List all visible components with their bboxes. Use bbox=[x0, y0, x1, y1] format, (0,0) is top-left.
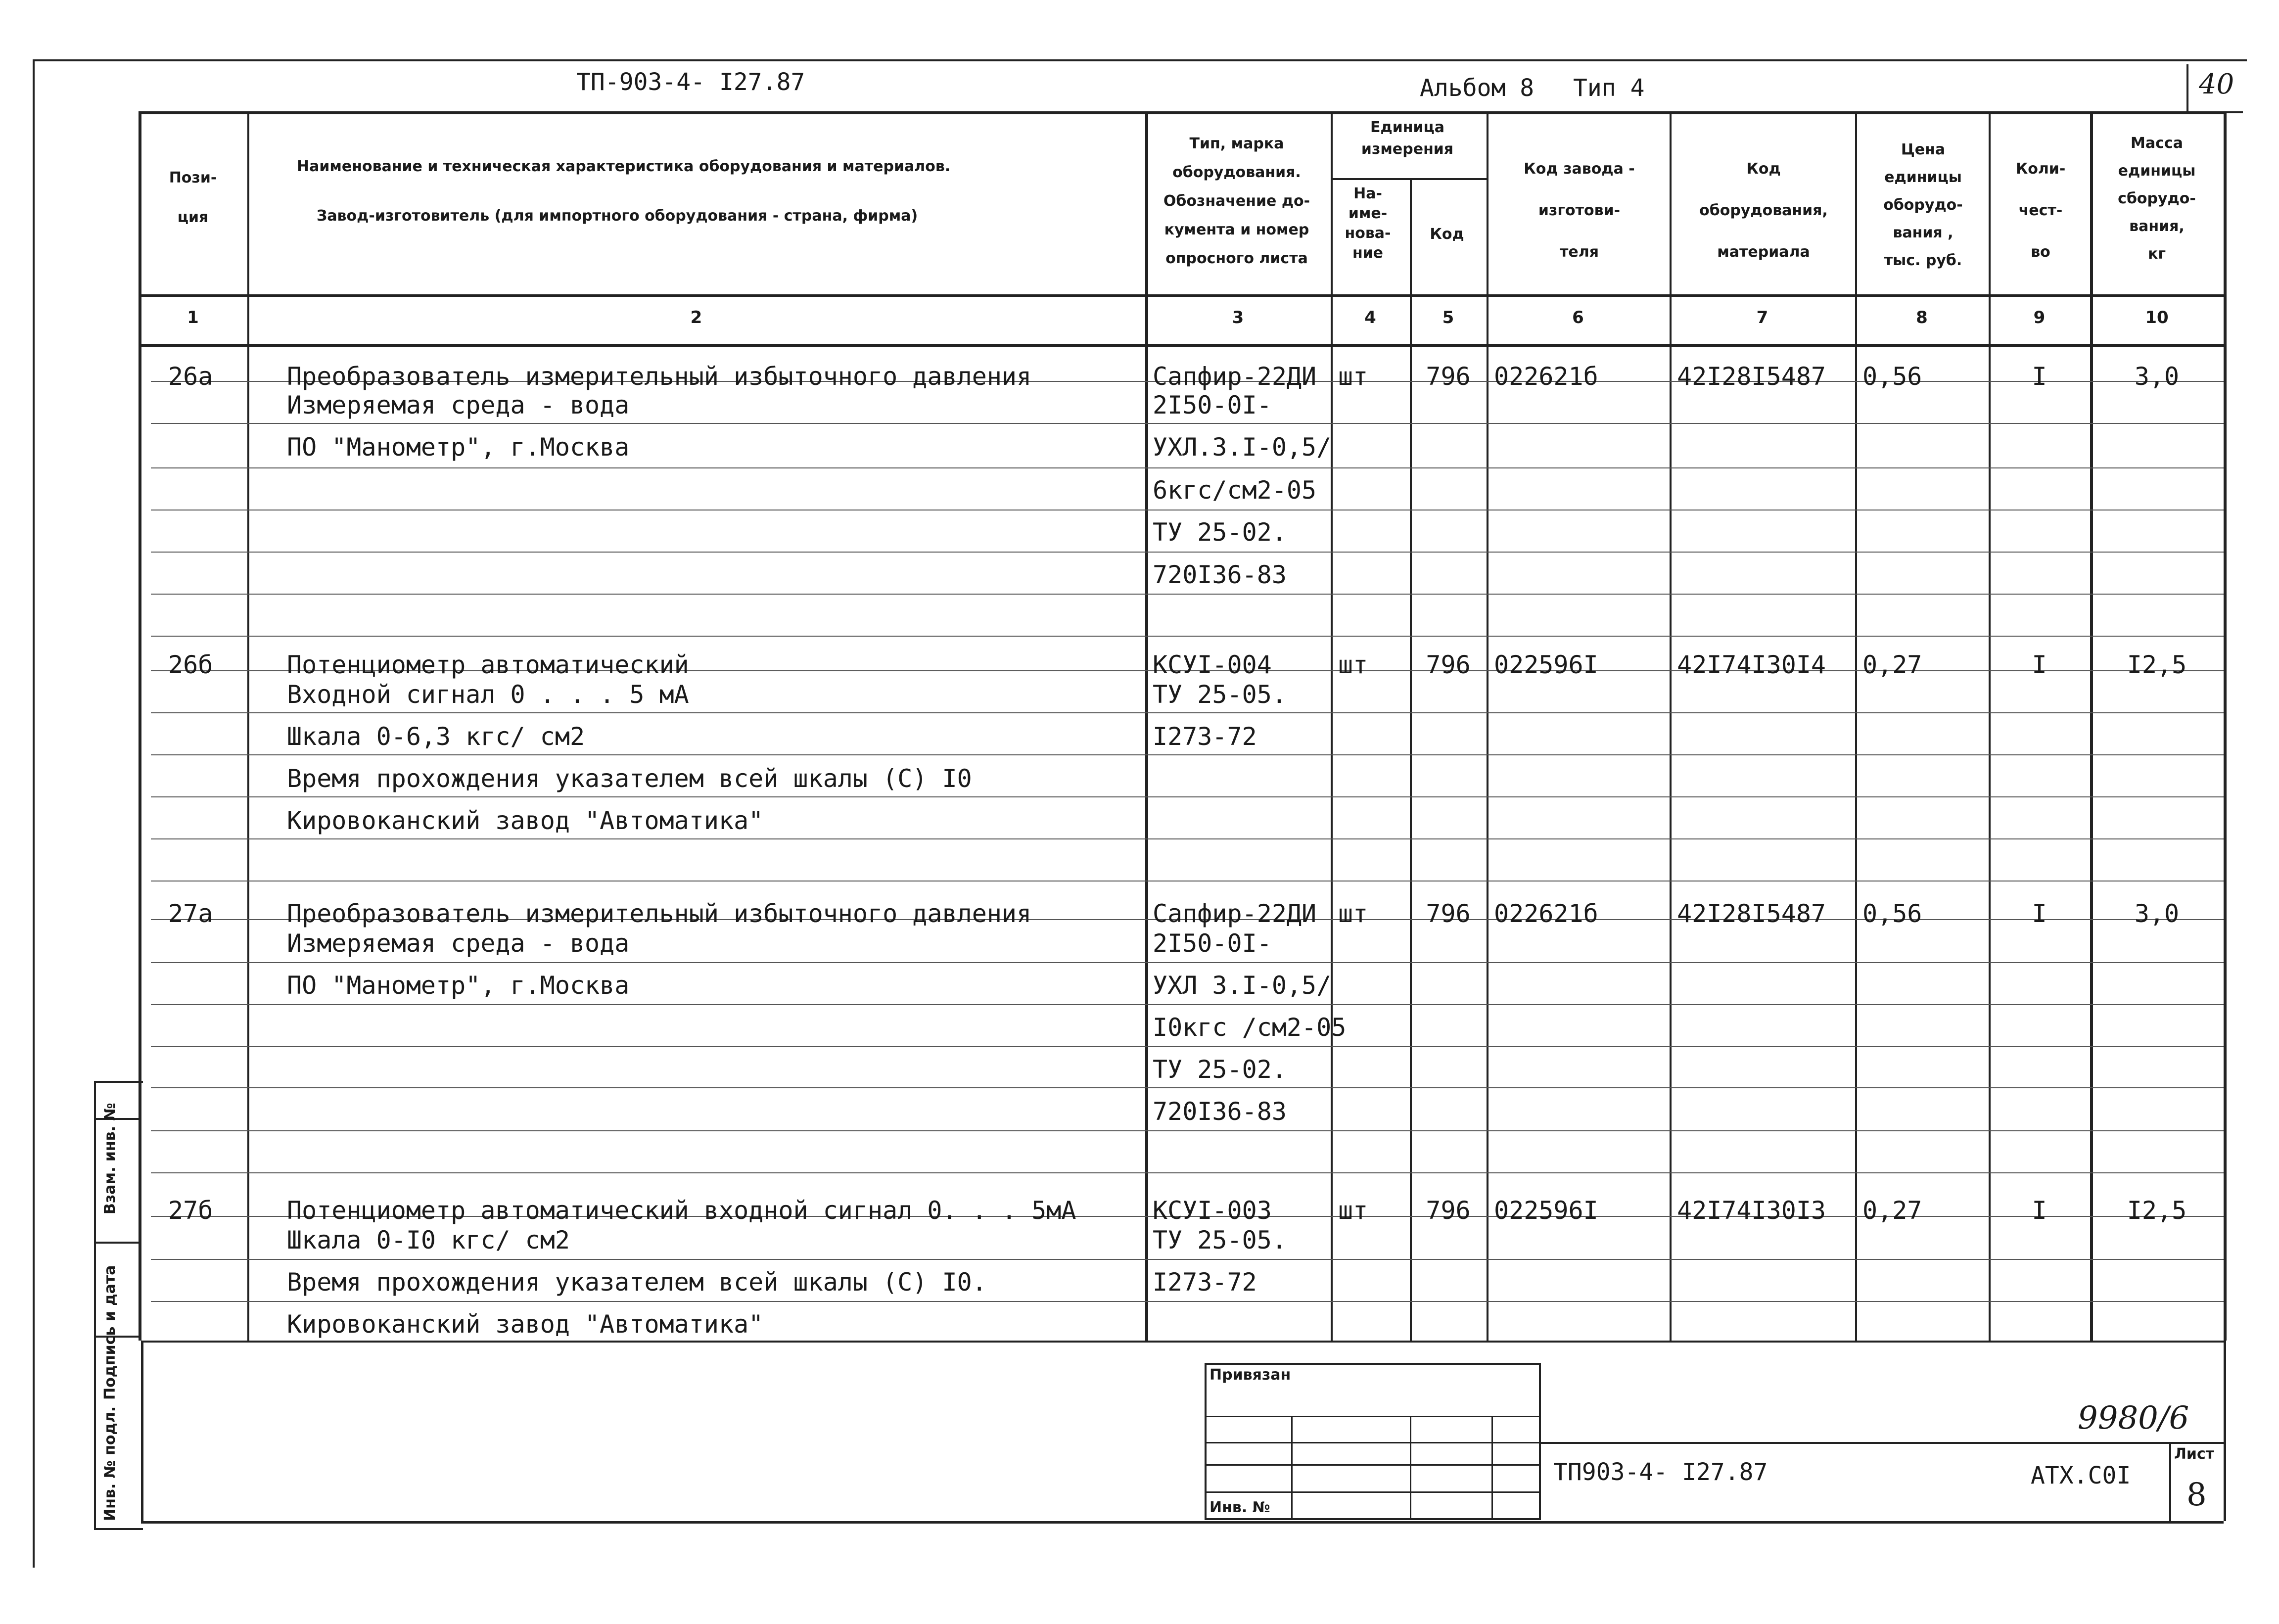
col-name-header-line2: Завод-изготовитель (для импортного оборудования - страна, фирма) bbox=[317, 207, 918, 225]
unit-split-line bbox=[1331, 178, 1487, 180]
row-0-pos: 26а bbox=[168, 362, 213, 391]
col-maker-header: Код завода - изготови- теля bbox=[1524, 160, 1635, 261]
frame-bottom-line bbox=[141, 1521, 2224, 1524]
row-line-22 bbox=[151, 1301, 2224, 1302]
linked-stamp-box bbox=[1205, 1363, 1541, 1520]
row-9-name: Время прохождения указателем всей шкалы (С) I0 bbox=[287, 764, 972, 793]
row-line-4 bbox=[151, 552, 2224, 553]
col-line-4 bbox=[1410, 178, 1412, 1341]
col-mass-header: Масса единицы сборудо- вания, кг bbox=[2118, 135, 2196, 263]
row-11-unit: шт bbox=[1338, 899, 1368, 928]
row-17-equip: 42I74I30I3 bbox=[1677, 1196, 1826, 1225]
row-8-name: Шкала 0-6,3 кгс/ см2 bbox=[287, 722, 585, 751]
table-bottom-line bbox=[141, 1341, 2224, 1343]
row-2-mark: УХЛ.3.I-0,5/ bbox=[1153, 433, 1332, 462]
row-18-mark: ТУ 25-05. bbox=[1153, 1226, 1287, 1254]
sheet-number: 8 bbox=[2186, 1477, 2207, 1513]
col-qty-header: Коли- чест- во bbox=[2015, 160, 2066, 261]
row-0-mark: Сапфир-22ДИ bbox=[1153, 362, 1317, 391]
row-line-1 bbox=[151, 423, 2224, 424]
colnum-bottom-line bbox=[139, 344, 2224, 347]
row-14-mark: I0кгс /см2-05 bbox=[1153, 1013, 1347, 1042]
row-17-unit: шт bbox=[1338, 1196, 1368, 1225]
col-name-header-line1: Наименование и техническая характеристика оборудования и материалов. bbox=[297, 158, 951, 175]
row-20-name: Кировоканский завод "Автоматика" bbox=[287, 1310, 764, 1339]
row-line-6 bbox=[151, 636, 2224, 637]
row-6-qty: I bbox=[2032, 650, 2047, 679]
row-6-name: Потенциометр автоматический bbox=[287, 650, 689, 679]
side-stamp-inv-orig: Инв. № подл. bbox=[101, 1406, 119, 1521]
col-unit-group-header: Единица измерения bbox=[1361, 119, 1454, 158]
inv-label: Инв. № bbox=[1209, 1499, 1270, 1516]
row-line-8 bbox=[151, 712, 2224, 713]
col-unit-code-header: Код bbox=[1430, 226, 1464, 243]
row-line-15 bbox=[151, 1004, 2224, 1005]
row-17-maker: 022596I bbox=[1494, 1196, 1598, 1225]
table-top-line bbox=[139, 111, 2224, 114]
row-1-name: Измеряемая среда - вода bbox=[287, 391, 630, 419]
column-number-5: 5 bbox=[1442, 308, 1454, 327]
col-line-9 bbox=[2090, 111, 2093, 1341]
side-stamp-signature-date: Подпись и дата bbox=[101, 1265, 119, 1400]
row-line-17 bbox=[151, 1087, 2224, 1088]
column-number-3: 3 bbox=[1232, 308, 1244, 327]
row-13-mark: УХЛ 3.I-0,5/ bbox=[1153, 971, 1332, 1000]
row-11-qty: I bbox=[2032, 899, 2047, 928]
title-sheet-code: АТХ.С0I bbox=[2031, 1462, 2131, 1489]
col-line-10 bbox=[2224, 111, 2227, 1341]
column-number-6: 6 bbox=[1572, 308, 1584, 327]
column-number-4: 4 bbox=[1364, 308, 1376, 327]
row-11-name: Преобразователь измерительный избыточного давления bbox=[287, 899, 1032, 928]
row-11-price: 0,56 bbox=[1862, 899, 1922, 928]
row-0-code: 796 bbox=[1426, 362, 1471, 391]
row-17-pos: 27б bbox=[168, 1196, 213, 1225]
row-6-code: 796 bbox=[1426, 650, 1471, 679]
row-line-12 bbox=[151, 881, 2224, 882]
row-12-name: Измеряемая среда - вода bbox=[287, 929, 630, 958]
row-18-name: Шкала 0-I0 кгс/ см2 bbox=[287, 1226, 570, 1254]
column-number-8: 8 bbox=[1916, 308, 1928, 327]
row-17-name: Потенциометр автоматический входной сигнал 0. . . 5мА bbox=[287, 1196, 1076, 1225]
row-line-9 bbox=[151, 754, 2224, 755]
row-2-name: ПО "Манометр", г.Москва bbox=[287, 433, 630, 462]
row-0-equip: 42I28I5487 bbox=[1677, 362, 1826, 391]
row-17-mark: КСУI-003 bbox=[1153, 1196, 1272, 1225]
row-16-mark: 720I36-83 bbox=[1153, 1097, 1287, 1126]
row-8-mark: I273-72 bbox=[1153, 722, 1257, 751]
row-line-19 bbox=[151, 1172, 2224, 1173]
row-11-equip: 42I28I5487 bbox=[1677, 899, 1826, 928]
row-13-name: ПО "Манометр", г.Москва bbox=[287, 971, 630, 1000]
row-6-unit: шт bbox=[1338, 650, 1368, 679]
row-1-mark: 2I50-0I- bbox=[1153, 391, 1272, 419]
row-6-mark: КСУI-004 bbox=[1153, 650, 1272, 679]
row-10-name: Кировоканский завод "Автоматика" bbox=[287, 806, 764, 835]
row-7-mark: ТУ 25-05. bbox=[1153, 680, 1287, 709]
col-line-8 bbox=[1989, 111, 1991, 1341]
col-pos-header: Пози- ция bbox=[169, 169, 217, 226]
handwritten-archive-no: 9980/6 bbox=[2078, 1400, 2189, 1437]
row-0-name: Преобразователь измерительный избыточного давления bbox=[287, 362, 1032, 391]
row-11-code: 796 bbox=[1426, 899, 1471, 928]
row-11-pos: 27а bbox=[168, 899, 213, 928]
column-number-2: 2 bbox=[690, 308, 702, 327]
col-line-2 bbox=[1145, 111, 1148, 1341]
row-17-mass: I2,5 bbox=[2127, 1196, 2187, 1225]
col-line-7 bbox=[1855, 111, 1857, 1341]
row-17-qty: I bbox=[2032, 1196, 2047, 1225]
header-bottom-line bbox=[139, 294, 2224, 297]
row-3-mark: 6кгс/см2-05 bbox=[1153, 476, 1317, 505]
row-11-maker: 022621б bbox=[1494, 899, 1598, 928]
row-line-21 bbox=[151, 1259, 2224, 1260]
row-6-price: 0,27 bbox=[1862, 650, 1922, 679]
row-line-16 bbox=[151, 1046, 2224, 1047]
column-number-10: 10 bbox=[2145, 308, 2169, 327]
row-6-maker: 022596I bbox=[1494, 650, 1598, 679]
type-label: Тип 4 bbox=[1573, 74, 1645, 102]
row-line-2 bbox=[151, 467, 2224, 468]
sheet-label: Лист bbox=[2174, 1445, 2215, 1463]
row-6-equip: 42I74I30I4 bbox=[1677, 650, 1826, 679]
row-5-mark: 720I36-83 bbox=[1153, 560, 1287, 589]
row-line-14 bbox=[151, 962, 2224, 963]
row-line-10 bbox=[151, 796, 2224, 797]
row-4-mark: ТУ 25-02. bbox=[1153, 518, 1287, 547]
col-line-1 bbox=[247, 111, 249, 1341]
row-19-name: Время прохождения указателем всей шкалы (С) I0. bbox=[287, 1268, 987, 1297]
col-price-header: Цена единицы оборудо- вания , тыс. руб. bbox=[1883, 141, 1963, 269]
side-stamp-replace-inv: Взам. инв. № bbox=[101, 1103, 119, 1214]
row-0-price: 0,56 bbox=[1862, 362, 1922, 391]
row-line-11 bbox=[151, 838, 2224, 839]
col-unit-name-header: На- име- нова- ние bbox=[1345, 185, 1391, 262]
doc-code-header: ТП-903-4- I27.87 bbox=[576, 68, 805, 96]
album-label: Альбом 8 bbox=[1420, 74, 1535, 102]
page-number-handwritten: 40 bbox=[2199, 68, 2234, 100]
row-0-unit: шт bbox=[1338, 362, 1368, 391]
linked-label: Привязан bbox=[1209, 1366, 1291, 1384]
row-11-mark: Сапфир-22ДИ bbox=[1153, 899, 1317, 928]
row-0-qty: I bbox=[2032, 362, 2047, 391]
col-line-5 bbox=[1487, 111, 1488, 1341]
column-number-9: 9 bbox=[2033, 308, 2046, 327]
title-doc-code: ТП903-4- I27.87 bbox=[1553, 1458, 1768, 1486]
row-17-code: 796 bbox=[1426, 1196, 1471, 1225]
col-mark-header: Тип, марка оборудования. Обозначение до- кумента и номер опросного листа bbox=[1163, 135, 1310, 267]
row-0-mass: 3,0 bbox=[2134, 362, 2180, 391]
row-line-5 bbox=[151, 594, 2224, 595]
row-19-mark: I273-72 bbox=[1153, 1268, 1257, 1297]
col-line-6 bbox=[1670, 111, 1672, 1341]
row-12-mark: 2I50-0I- bbox=[1153, 929, 1272, 958]
column-number-1: 1 bbox=[187, 308, 199, 327]
row-7-name: Входной сигнал 0 . . . 5 мА bbox=[287, 680, 689, 709]
row-6-pos: 26б bbox=[168, 650, 213, 679]
row-6-mass: I2,5 bbox=[2127, 650, 2187, 679]
row-0-maker: 022621б bbox=[1494, 362, 1598, 391]
col-equip-header: Код оборудования, материала bbox=[1699, 160, 1828, 261]
row-line-18 bbox=[151, 1130, 2224, 1131]
row-11-mass: 3,0 bbox=[2134, 899, 2180, 928]
row-15-mark: ТУ 25-02. bbox=[1153, 1055, 1287, 1084]
row-17-price: 0,27 bbox=[1862, 1196, 1922, 1225]
col-line-3 bbox=[1331, 111, 1333, 1341]
title-top-line bbox=[1541, 1442, 2224, 1444]
column-number-7: 7 bbox=[1756, 308, 1768, 327]
